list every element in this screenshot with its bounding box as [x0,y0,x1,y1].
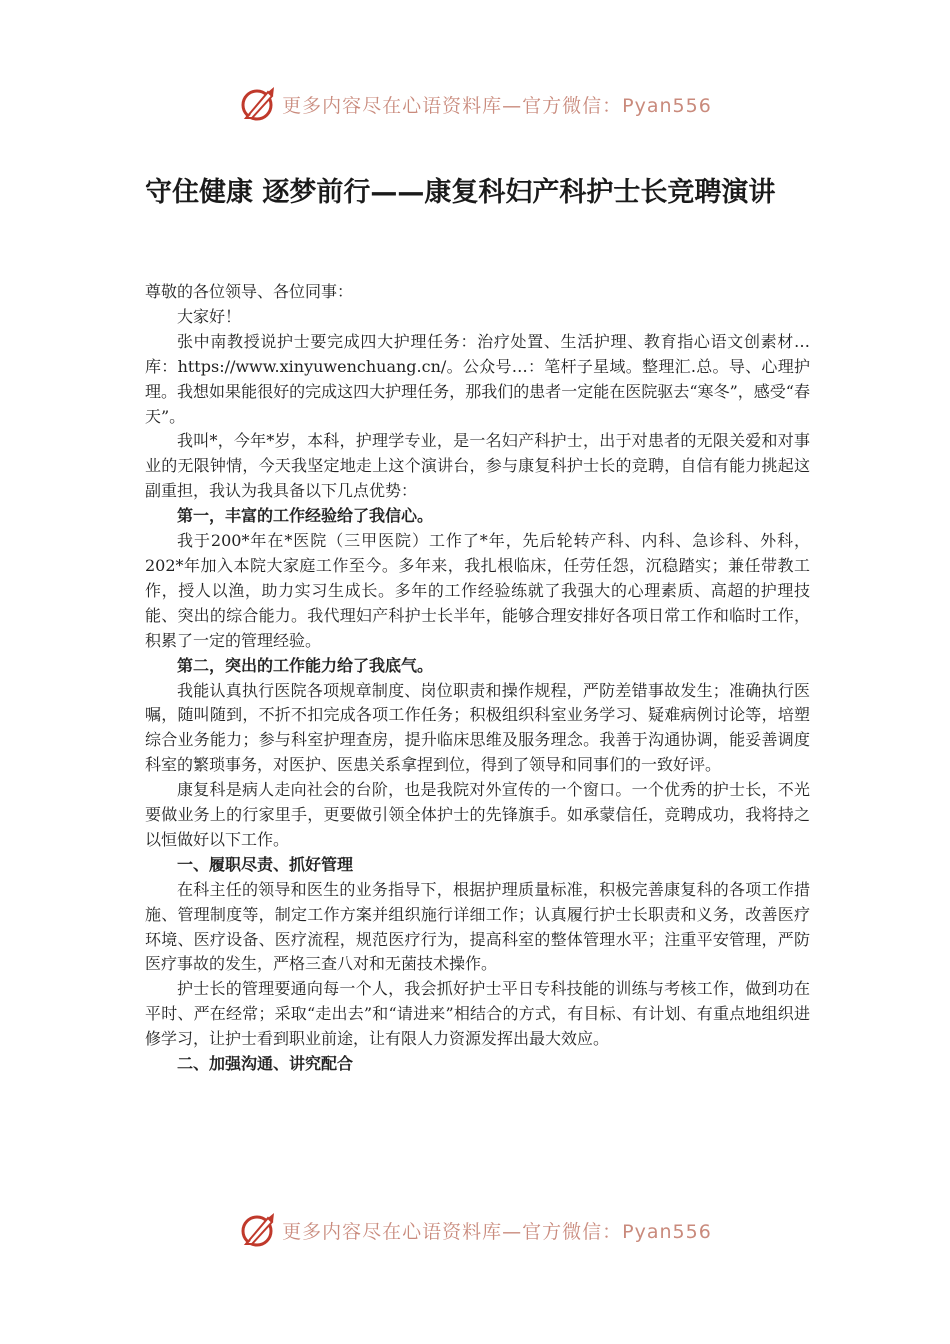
body-paragraph: 在科主任的领导和医生的业务指导下，根据护理质量标准，积极完善康复科的各项工作措施、管理制度等，制定工作方案并组织施行详细工作；认真履行护士长职责和义务，改善医疗环境、医疗设备、医疗流程，规范医疗行为，提高科室的整体管理水平；注重平安管理，严防医疗事故的发生，严格三查八对和无菌技术操作。 [145,879,810,974]
quill-pen-logo-icon [238,1210,278,1250]
section-heading: 二、加强沟通、讲究配合 [177,1054,354,1074]
quill-pen-logo-icon [238,84,278,124]
banner-text: 更多内容尽在心语资料库—官方微信：Pyan556 [282,94,712,117]
section-heading: 一、履职尽责、抓好管理 [177,854,354,874]
body-paragraph: 康复科是病人走向社会的台阶，也是我院对外宣传的一个窗口。一个优秀的护士长，不光要做业务上的行家里手，更要做引领全体护士的先锋旗手。如承蒙信任，竞聘成功，我将持之以恒做好以下工作。 [145,780,810,849]
body-paragraph: 我能认真执行医院各项规章制度、岗位职责和操作规程，严防差错事故发生；准确执行医嘱，随叫随到，不折不扣完成各项工作任务；积极组织科室业务学习、疑难病例讨论等，培塑综合业务能力；参与科室护理查房，提升临床思维及服务理念。我善于沟通协调，能妥善调度科室的繁琐事务，对医护、医患关系拿捏到位，得到了领导和同事们的一致好评。 [145,680,810,775]
salutation-paragraph: 尊敬的各位领导、各位同事： [145,282,354,301]
document-body [145,280,810,1077]
body-paragraph: 张中南教授说护士要完成四大护理任务：治疗处置、生活护理、教育指心语文创素材…库：https://www.xinyuwenchuang.cn/。公众号…：笔杆子星域。整理汇.总。导、心理护理。我想如果能很好的完成这四大护理任务，那我们的患者一定能在医院驱去“寒冬”，感受“春天”。 [145,331,810,426]
body-paragraph: 护士长的管理要通向每一个人，我会抓好护士平日专科技能的训练与考核工作，做到功在平时、严在经常；采取“走出去”和“请进来”相结合的方式，有目标、有计划、有重点地组织进修学习，让护士看到职业前途，让有限人力资源发挥出最大效应。 [145,979,810,1049]
banner-text: 更多内容尽在心语资料库—官方微信：Pyan556 [282,1220,712,1243]
section-heading: 第二，突出的工作能力给了我底气。 [177,655,434,675]
footer-watermark-banner [0,1208,950,1252]
body-paragraph: 我于200*年在*医院（三甲医院）工作了*年，先后轮转产科、内科、急诊科、外科，202*年加入本院大家庭工作至今。多年来，我扎根临床，任劳任怨，沉稳踏实；兼任带教工作，授人以渔，助力实习生成长。多年的工作经验练就了我强大的心理素质、高超的护理技能、突出的综合能力。我代理妇产科护士长半年，能够合理安排好各项日常工作和临时工作，积累了一定的管理经验。 [145,531,810,650]
greeting-paragraph: 大家好！ [177,306,242,326]
section-heading: 第一，丰富的工作经验给了我信心。 [177,506,434,526]
header-watermark-banner [0,82,950,126]
body-paragraph: 我叫*，今年*岁，本科，护理学专业，是一名妇产科护士，出于对患者的无限关爱和对事业的无限钟情，今天我坚定地走上这个演讲台，参与康复科护士长的竞聘，自信有能力挑起这副重担，我认为我具备以下几点优势： [145,431,810,501]
document-title: 守住健康 逐梦前行——康复科妇产科护士长竞聘演讲 [145,177,776,208]
